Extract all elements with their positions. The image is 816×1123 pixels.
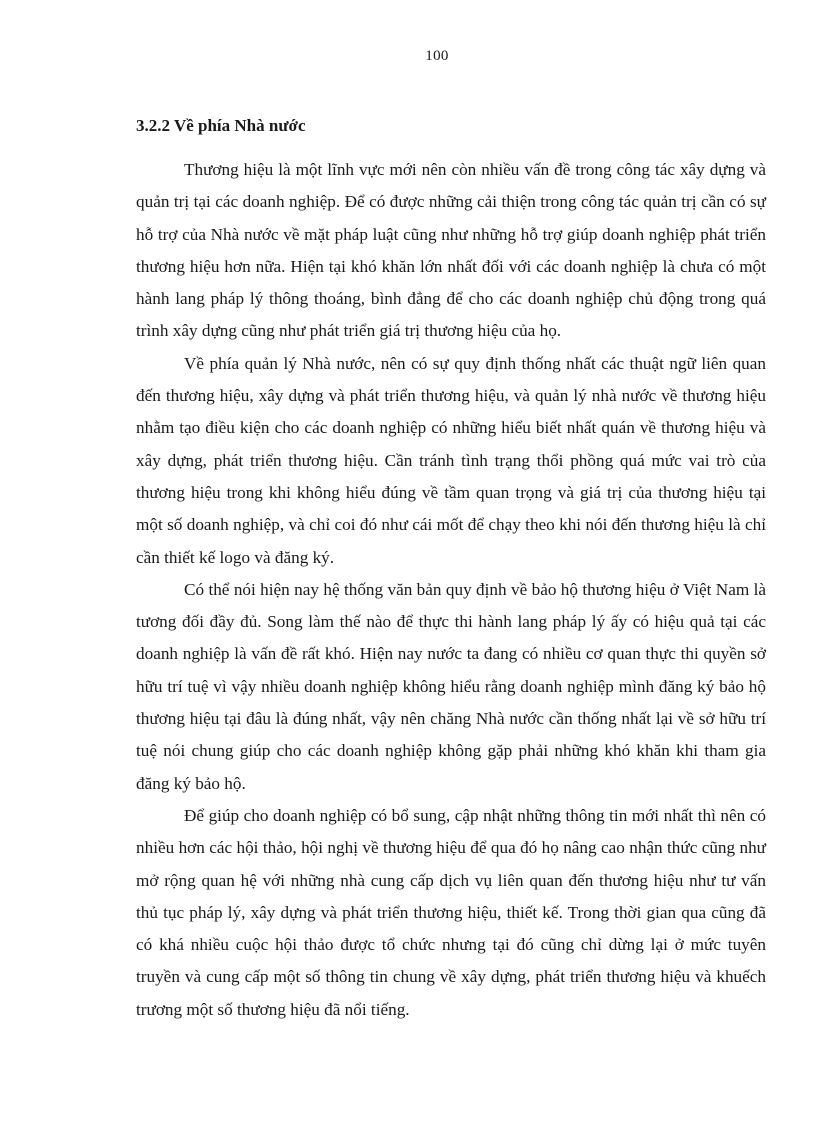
page-content [136,112,766,1026]
page-number: 100 [425,48,449,64]
paragraph-3: Có thể nói hiện nay hệ thống văn bản quy định về bảo hộ thương hiệu ở Việt Nam là tương đối đầy đủ. Song làm thế nào để thực thi hành lang pháp lý ấy có hiệu quả tại các doanh nghiệp là vấn đề rất khó. Hiện nay nước ta đang có nhiều cơ quan thực thi quyền sở hữu trí tuệ vì vậy nhiều doanh nghiệp không hiểu rằng doanh nghiệp mình đăng ký bảo hộ thương hiệu tại đâu là đúng nhất, vậy nên chăng Nhà nước cần thống nhất lại về sở hữu trí tuệ nói chung giúp cho các doanh nghiệp không gặp phải những khó khăn khi tham gia đăng ký bảo hộ. [136,579,766,793]
paragraph-4: Để giúp cho doanh nghiệp có bổ sung, cập nhật những thông tin mới nhất thì nên có nhiều hơn các hội thảo, hội nghị về thương hiệu để qua đó họ nâng cao nhận thức cũng như mở rộng quan hệ với những nhà cung cấp dịch vụ liên quan đến thương hiệu như tư vấn thủ tục pháp lý, xây dựng và phát triển thương hiệu, thiết kế. Trong thời gian qua cũng đã có khá nhiều cuộc hội thảo được tổ chức nhưng tại đó cũng chỉ dừng lại ở mức tuyên truyền và cung cấp một số thông tin chung về xây dựng, phát triển thương hiệu và khuếch trương một số thương hiệu đã nổi tiếng. [136,805,766,1019]
paragraph-1: Thương hiệu là một lĩnh vực mới nên còn nhiều vấn đề trong công tác xây dựng và quản trị tại các doanh nghiệp. Để có được những cải thiện trong công tác quản trị cần có sự hỗ trợ của Nhà nước về mặt pháp luật cũng như những hỗ trợ giúp doanh nghiệp phát triển thương hiệu hơn nữa. Hiện tại khó khăn lớn nhất đối với các doanh nghiệp là chưa có một hành lang pháp lý thông thoáng, bình đẳng để cho các doanh nghiệp chủ động trong quá trình xây dựng cũng như phát triển giá trị thương hiệu của họ. [136,160,766,341]
section-heading: 3.2.2 Về phía Nhà nước [136,116,306,135]
paragraph-2: Về phía quản lý Nhà nước, nên có sự quy định thống nhất các thuật ngữ liên quan đến thương hiệu, xây dựng và phát triển thương hiệu, và quản lý nhà nước về thương hiệu nhằm tạo điều kiện cho các doanh nghiệp có những hiểu biết nhất quán về thương hiệu và xây dựng, phát triển thương hiệu. Cần tránh tình trạng thổi phồng quá mức vai trò của thương hiệu trong khi không hiểu đúng về tầm quan trọng và giá trị của thương hiệu tại một số doanh nghiệp, và chỉ coi đó như cái mốt để chạy theo khi nói đến thương hiệu là chỉ cần thiết kế logo và đăng ký. [136,353,766,567]
